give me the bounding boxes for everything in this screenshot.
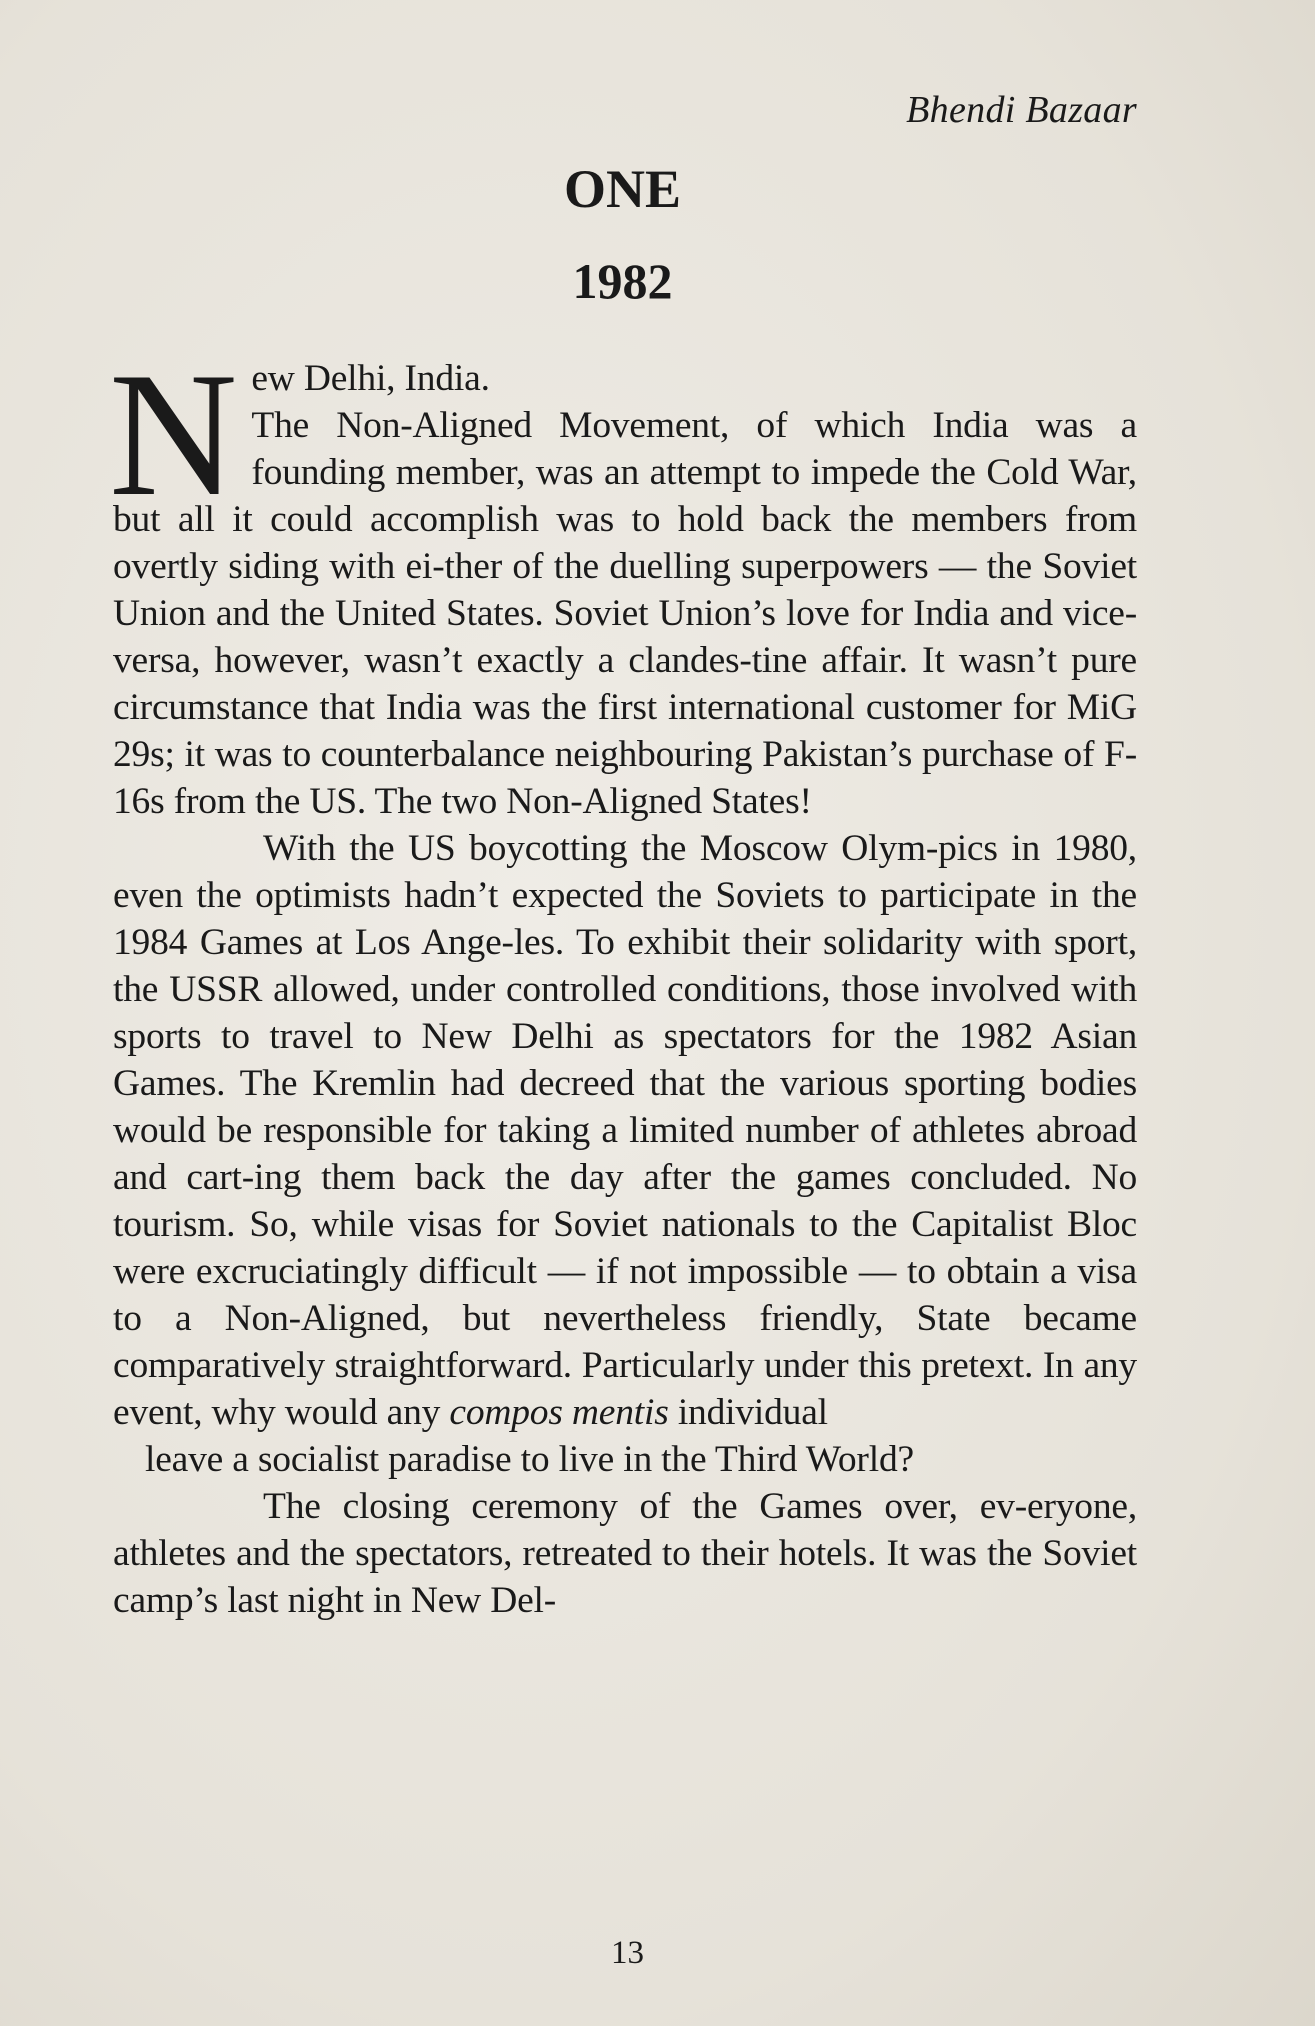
- chapter-year: 1982: [572, 253, 673, 309]
- paragraph-2-last-line-text: leave a socialist paradise to live in the Third World?: [145, 1439, 914, 1480]
- paragraph-2-text-end: individual: [677, 1392, 828, 1433]
- drop-cap: N: [109, 335, 238, 533]
- chapter-title: ONE: [563, 159, 682, 219]
- body-text: [109, 335, 1137, 1624]
- paragraph-3-text: The closing ceremony of the Games over, ev-eryone, athletes and the spectators, retreated to their hotels. It was the Soviet camp’s last night in New Del-: [113, 1486, 1137, 1621]
- paragraph-2-italic: compos mentis: [449, 1392, 669, 1433]
- paragraph-2-last-line: [113, 1436, 1137, 1483]
- paragraph-1-first-line: ew Delhi, India.: [251, 358, 490, 399]
- paragraph-2-text: With the US boycotting the Moscow Olym-pics in 1980, even the optimists hadn’t expected the Soviets to participate in the 1984 Games at Los Ange-les. To exhibit their solidarity with sport, the USSR allowed, under controlled conditions, those involved with sports to travel to New Delhi as spectators for the 1982 Asian Games. The Kremlin had decreed that the various sporting bodies would be responsible for taking a limited number of athletes abroad and cart-ing them back the day after the games concluded. No tourism. So, while visas for Soviet nationals to the Capitalist Bloc were excruciatingly difficult — if not impossible — to obtain a visa to a Non-Aligned, but nevertheless friendly, State became comparatively straightforward. Particularly under this pretext. In any event, why would any: [113, 828, 1137, 1433]
- page-number: 13: [611, 1935, 644, 1971]
- paragraph-3: [113, 1483, 1137, 1624]
- paragraph-1-text: The Non-Aligned Movement, of which India was a founding member, was an attempt to impede the Cold War, but all it could accomplish was to hold back the members from overtly siding with ei-ther of the duelling superpowers — the Soviet Union and the United States. Soviet Union’s love for India and vice-versa, however, wasn’t exactly a clandes-tine affair. It wasn’t pure circumstance that India was the first international customer for MiG 29s; it was to counterbalance neighbouring Pakistan’s purchase of F-16s from the US. The two Non-Aligned States!: [113, 405, 1137, 822]
- paragraph-1: [109, 335, 1137, 825]
- paragraph-2: [113, 825, 1137, 1436]
- running-head: Bhendi Bazaar: [906, 89, 1137, 131]
